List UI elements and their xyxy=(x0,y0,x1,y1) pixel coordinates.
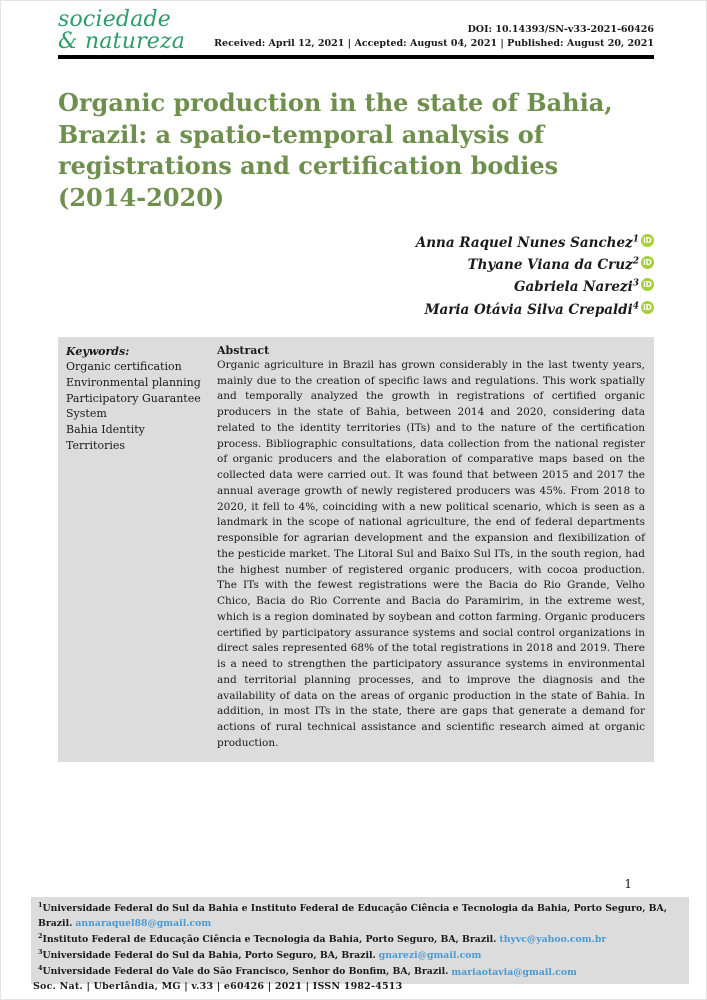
footnote-text: Universidade Federal do Sul da Bahia e Instituto Federal de Educação Ciência e Tecnologia da Bahia, Porto Seguro, BA, Brazil. xyxy=(38,903,667,930)
footnote-text: Universidade Federal do Vale do São Francisco, Senhor do Bonfim, BA, Brazil. xyxy=(42,966,449,978)
footnote-sup: 4 xyxy=(38,964,43,973)
author-name: Gabriela Narezi xyxy=(514,279,633,296)
author-affiliation-sup: 2 xyxy=(632,256,639,267)
author-list xyxy=(58,232,654,321)
abstract-keywords-panel xyxy=(58,337,654,762)
dates-text: Received: April 12, 2021 | Accepted: August 04, 2021 | Published: August 20, 2021 xyxy=(214,38,654,50)
footnote xyxy=(38,963,682,979)
email-link[interactable]: gnarezi@gmail.com xyxy=(378,950,482,962)
keyword-item: Environmental planning xyxy=(66,376,201,390)
keyword-item: Bahia Identity Territories xyxy=(66,422,145,452)
orcid-icon[interactable]: iD xyxy=(641,234,654,247)
journal-info-line: Soc. Nat. | Uberlândia, MG | v.33 | e60426 | 2021 | ISSN 1982-4513 xyxy=(33,981,403,992)
author-affiliation-sup: 4 xyxy=(632,301,639,312)
author-row xyxy=(58,299,654,321)
author-name: Anna Raquel Nunes Sanchez xyxy=(415,234,633,251)
journal-header xyxy=(58,9,654,59)
page-number: 1 xyxy=(624,877,632,891)
abstract-column xyxy=(217,344,645,752)
author-name: Thyane Viana da Cruz xyxy=(467,257,633,274)
email-link[interactable]: thyvc@yahoo.com.br xyxy=(499,934,607,946)
email-link[interactable]: mariaotavia@gmail.com xyxy=(451,966,577,978)
footnote-text: Universidade Federal do Sul da Bahia, Porto Seguro, BA, Brazil. xyxy=(42,950,376,962)
keyword-item: Organic certification xyxy=(66,360,182,374)
footnote-sup: 1 xyxy=(38,901,43,909)
page-title: Organic production in the state of Bahia, Brazil: a spatio-temporal analysis of registrations and certification bodies (2014-2020) xyxy=(58,88,613,213)
footnote xyxy=(38,947,682,963)
author-affiliation-sup: 1 xyxy=(632,234,639,245)
doi-text: DOI: 10.14393/SN-v33-2021-60426 xyxy=(467,23,654,35)
footnote xyxy=(38,900,682,931)
author-name: Maria Otávia Silva Crepaldi xyxy=(424,301,633,318)
abstract-text: Organic agriculture in Brazil has grown considerably in the last twenty years, mainly due to the creation of specific laws and regulations. This work spatially and temporally analyzed the growth in registrations of certified organic producers in the state of Bahia, between 2014 and 2020, considering data related to the identity territories (ITs) and to the nature of the certification process. Bibliographic consultations, data collection from the national register of organic producers and the elaboration of comparative maps based on the collected data were carried out. It was found that between 2015 and 2017 the annual average growth of newly registered producers was 45%. From 2018 to 2020, it fell to 4%, coinciding with a new political scenario, which is seen as a landmark in the scope of national agriculture, the end of federal departments responsible for agrarian development and the expansion and flexibilization of the pesticide market. The Litoral Sul and Baixo Sul ITs, in the south region, had the highest number of registered organic producers, with cocoa production. The ITs with the fewest registrations were the Bacia do Rio Grande, Velho Chico, Bacia do Rio Corrente and Bacia do Paramirim, in the extreme west, which is a region dominated by soybean and cotton farming. Organic producers certified by participatory assurance systems and social control organizations in direct sales represented 68% of the total registrations in 2018 and 2019. There is a need to strengthen the participatory assurance systems in environmental and territorial planning processes, and to improve the diagnosis and the availability of data on the areas of organic production in the state of Bahia. In addition, in most ITs in the state, there are gaps that generate a demand for actions of rural technical assistance and scientific research aimed at organic production. xyxy=(217,358,645,749)
footnote-sup: 2 xyxy=(38,932,43,941)
footnote xyxy=(38,931,682,947)
author-row xyxy=(58,232,654,254)
orcid-icon[interactable]: iD xyxy=(641,301,654,314)
journal-logo xyxy=(58,9,185,52)
journal-logo-line2: & natureza xyxy=(58,28,186,54)
keyword-item: Participatory Guarantee System xyxy=(66,391,201,421)
footnote-text: Instituto Federal de Educação Ciência e Tecnologia da Bahia, Porto Seguro, BA, Brazil. xyxy=(42,934,497,946)
keywords-label: Keywords: xyxy=(66,344,130,358)
orcid-icon[interactable]: iD xyxy=(641,278,654,291)
footnote-sup: 3 xyxy=(38,948,43,957)
header-meta xyxy=(214,23,654,52)
author-affiliation-sup: 3 xyxy=(632,278,639,289)
affiliation-footnotes xyxy=(31,897,689,984)
author-row xyxy=(58,254,654,276)
keywords-column xyxy=(66,344,202,752)
email-link[interactable]: annaraquel88@gmail.com xyxy=(75,918,212,930)
journal-logo-line1: sociedade xyxy=(58,7,172,32)
abstract-heading: Abstract xyxy=(217,343,270,357)
author-row xyxy=(58,276,654,298)
orcid-icon[interactable]: iD xyxy=(641,256,654,269)
